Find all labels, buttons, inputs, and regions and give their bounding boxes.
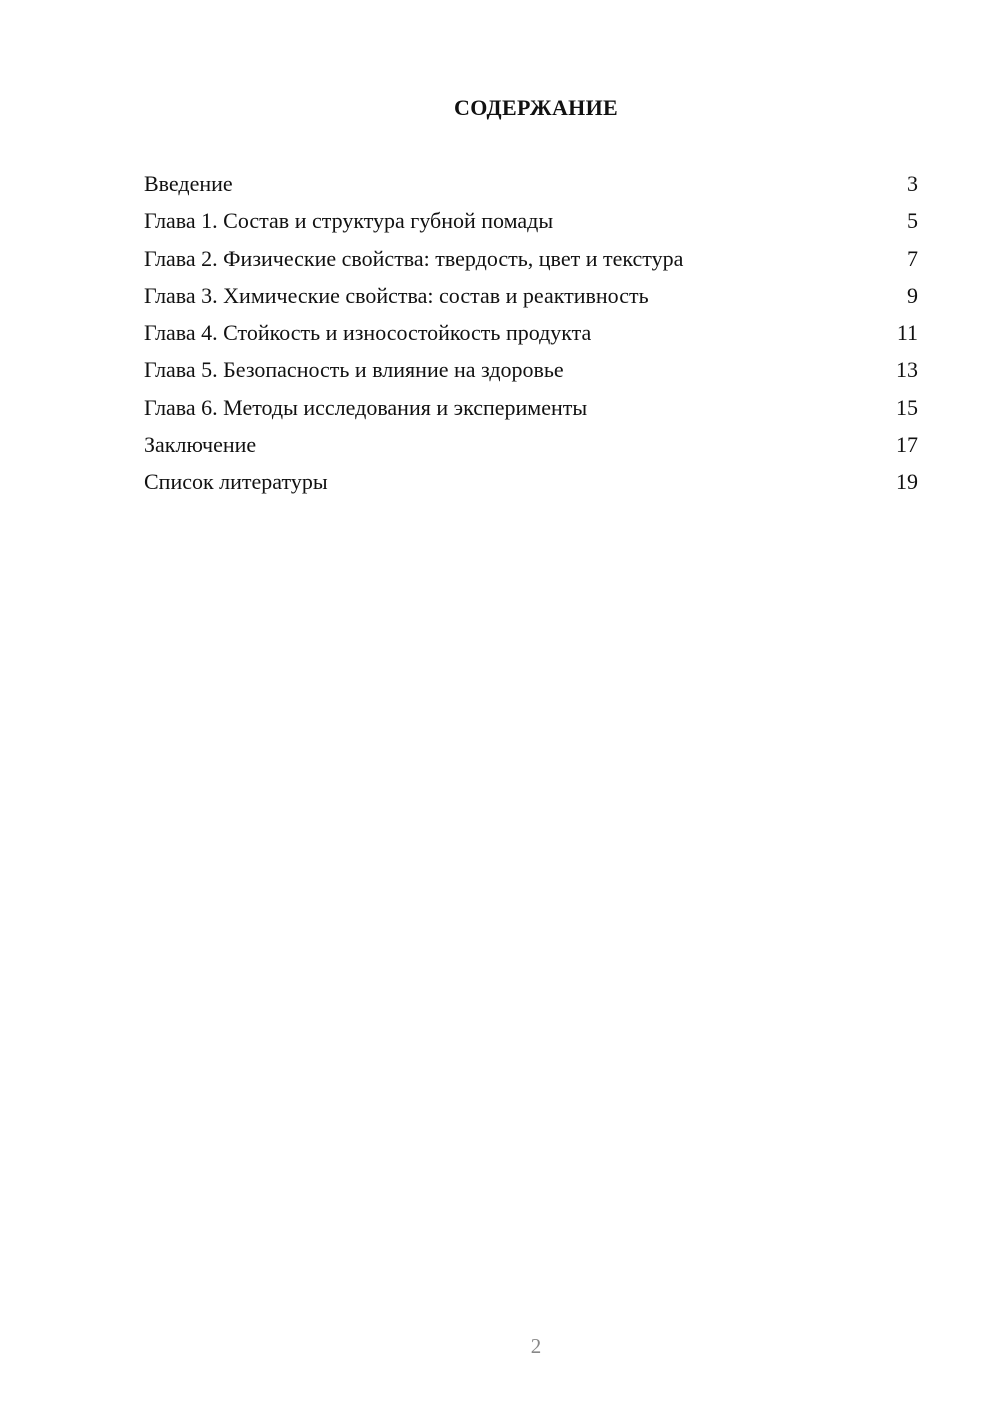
- page-number: 2: [530, 1334, 542, 1358]
- toc-entry-chapter-1[interactable]: [144, 206, 918, 243]
- toc-entry-title: Список литературы: [144, 469, 328, 495]
- page-title: СОДЕРЖАНИЕ: [454, 95, 618, 120]
- toc-entry-page: 5: [907, 208, 918, 234]
- toc-entry-page: 17: [896, 432, 918, 458]
- toc-entry-title: Глава 2. Физические свойства: твердость, цвет и текстура: [144, 245, 684, 271]
- toc-entry-chapter-4[interactable]: [144, 318, 918, 355]
- toc-entry-title: Глава 6. Методы исследования и эксперименты: [144, 394, 588, 420]
- toc-entry-title: Глава 3. Химические свойства: состав и реактивность: [144, 282, 649, 308]
- toc-entry-page: 19: [896, 469, 918, 495]
- toc-entry-introduction[interactable]: [144, 169, 918, 206]
- toc-entry-references[interactable]: [144, 467, 918, 504]
- toc-entry-title: Заключение: [144, 432, 257, 458]
- toc-entry-title: Глава 4. Стойкость и износостойкость продукта: [144, 320, 592, 346]
- toc-entry-conclusion[interactable]: [144, 430, 918, 467]
- toc-entry-title: Глава 1. Состав и структура губной помады: [144, 208, 554, 234]
- toc-entry-page: 13: [896, 357, 918, 383]
- toc-entry-page: 7: [907, 245, 918, 271]
- toc-entry-title: Введение: [144, 171, 233, 196]
- toc-entry-chapter-5[interactable]: [144, 355, 918, 392]
- toc-entry-title: Глава 5. Безопасность и влияние на здоровье: [144, 357, 564, 383]
- toc-entry-chapter-2[interactable]: [144, 244, 918, 281]
- toc-entry-chapter-6[interactable]: [144, 393, 918, 430]
- toc-entry-page: 3: [907, 171, 918, 196]
- toc-entry-page: 15: [896, 394, 918, 420]
- toc-entry-page: 9: [907, 282, 918, 308]
- toc-entry-chapter-3[interactable]: [144, 281, 918, 318]
- table-of-contents: [144, 169, 918, 505]
- toc-entry-page: 11: [896, 320, 918, 346]
